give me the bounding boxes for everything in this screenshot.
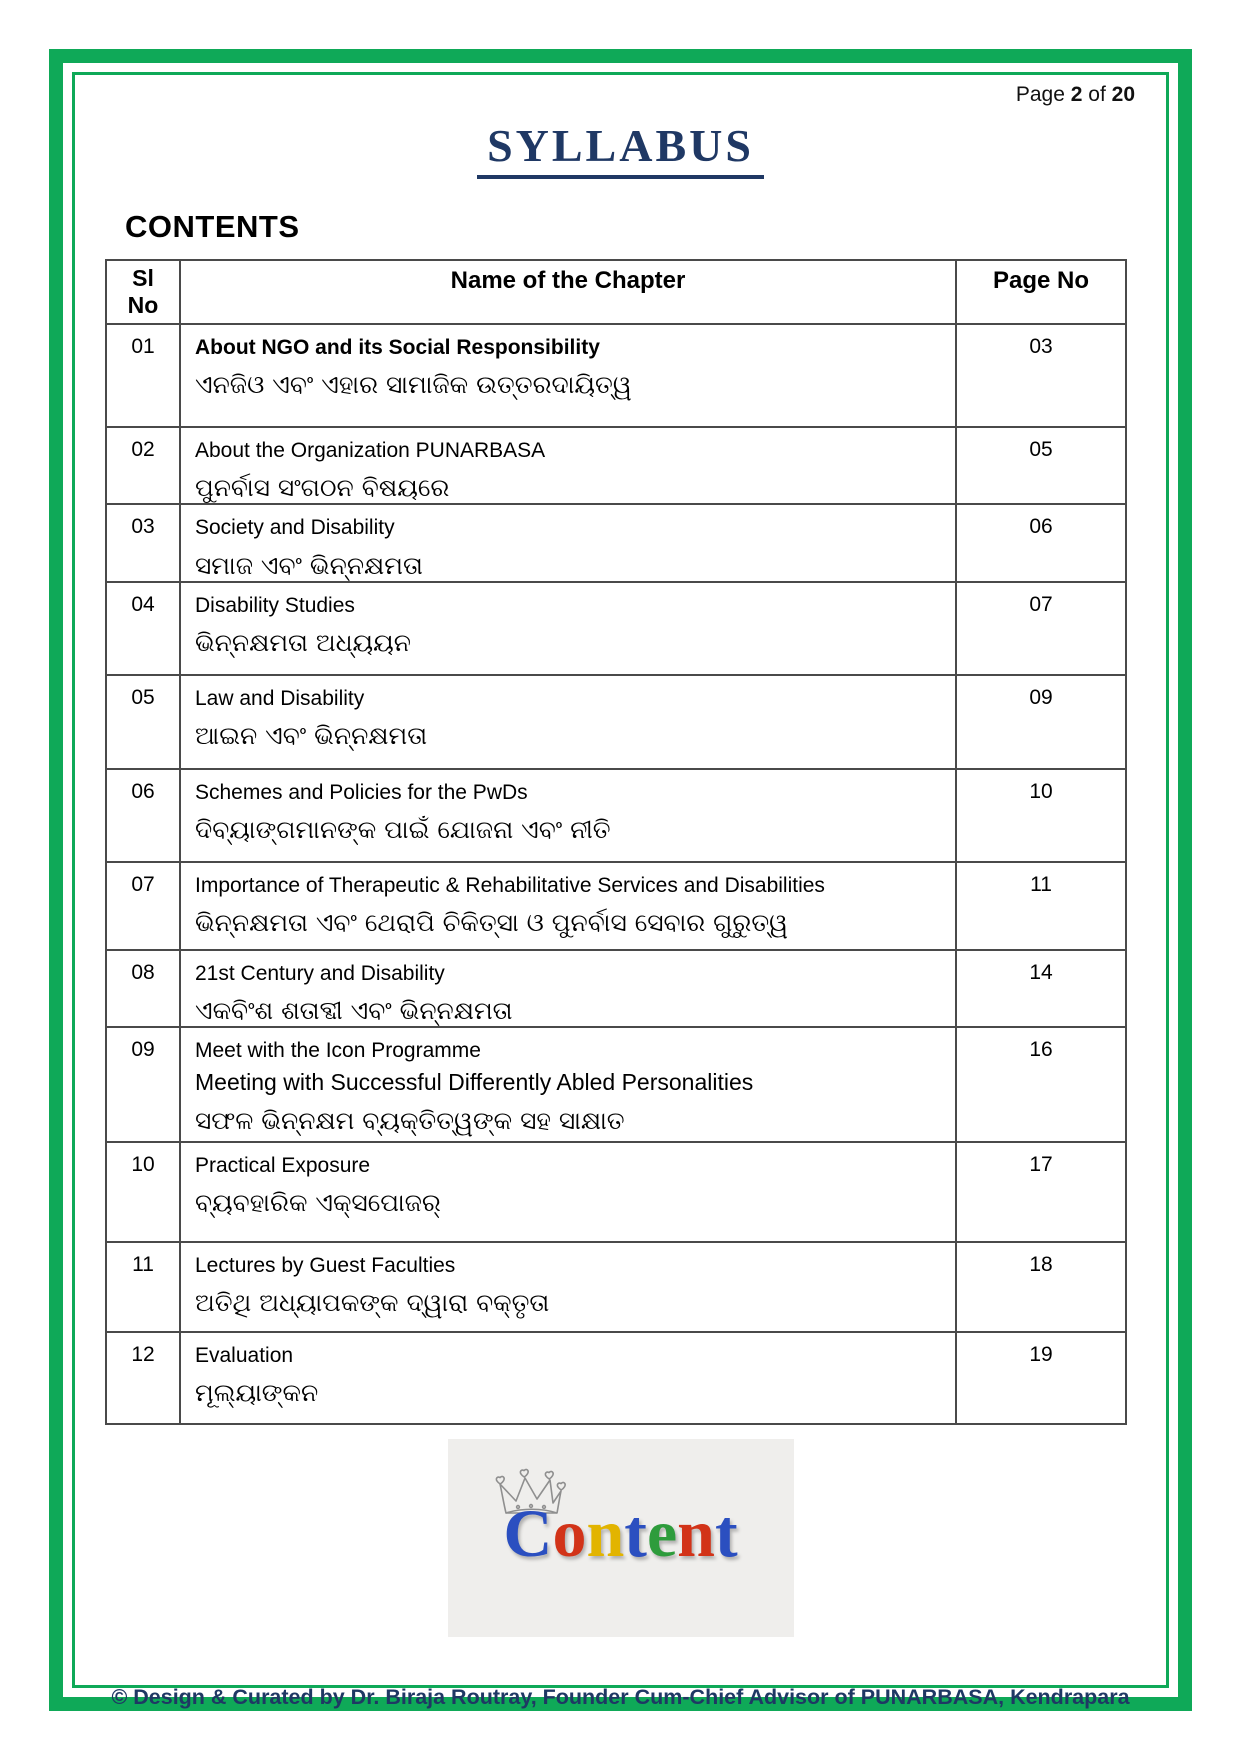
chapter-page-number: 18 bbox=[956, 1242, 1126, 1332]
chapter-cell bbox=[180, 1142, 956, 1242]
chapter-page-number: 06 bbox=[956, 504, 1126, 581]
chapter-cell bbox=[180, 324, 956, 427]
chapter-title: Importance of Therapeutic & Rehabilitative Services and Disabilities bbox=[195, 873, 825, 897]
chapter-cell bbox=[180, 769, 956, 862]
chapter-title: Schemes and Policies for the PwDs bbox=[195, 780, 528, 804]
contents-heading: CONTENTS bbox=[125, 209, 300, 244]
chapter-page-number: 11 bbox=[956, 862, 1126, 950]
chapter-odia-title: ଏନଜିଓ ଏବଂ ଏହାର ସାମାଜିକ ଉତ୍ତରଦାୟିତ୍ୱ bbox=[195, 370, 632, 400]
chapter-page-number: 03 bbox=[956, 324, 1126, 427]
chapter-cell bbox=[180, 1027, 956, 1142]
chapter-odia-title: ଭିନ୍ନକ୍ଷମତା ଅଧ୍ୟୟନ bbox=[195, 627, 411, 657]
chapter-odia-title: ସଫଳ ଭିନ୍ନକ୍ଷମ ବ୍ୟକ୍ତିତ୍ୱଙ୍କ ସହ ସାକ୍ଷାତ bbox=[195, 1105, 625, 1135]
chapter-number: 08 bbox=[106, 950, 180, 1027]
table-row bbox=[106, 504, 1126, 581]
chapter-cell bbox=[180, 504, 956, 581]
table-row bbox=[106, 862, 1126, 950]
col-header-chapter-name: Name of the Chapter bbox=[180, 260, 956, 324]
chapter-odia-title: ଆଇନ ଏବଂ ଭିନ୍ନକ୍ଷମତା bbox=[195, 720, 428, 750]
table-row bbox=[106, 769, 1126, 862]
content-logo bbox=[448, 1439, 794, 1637]
logo-letter: o bbox=[552, 1494, 587, 1571]
chapter-odia-title: ଏକବିଂଶ ଶତାବ୍ଦୀ ଏବଂ ଭିନ୍ନକ୍ଷମତା bbox=[195, 995, 513, 1025]
table-row bbox=[106, 1027, 1126, 1142]
chapter-page-number: 09 bbox=[956, 675, 1126, 769]
chapter-title: 21st Century and Disability bbox=[195, 961, 445, 985]
chapter-odia-title: ଭିନ୍ନକ୍ଷମତା ଏବଂ ଥେରାପି ଚିକିତ୍ସା ଓ ପୁନର୍ବାସ ସେବାର ଗୁରୁତ୍ୱ bbox=[195, 907, 789, 937]
col-header-sl-no: Sl No bbox=[106, 260, 180, 324]
chapter-title: Disability Studies bbox=[195, 593, 355, 617]
table-row bbox=[106, 427, 1126, 504]
chapter-odia-title: ସମାଜ ଏବଂ ଭିନ୍ନକ୍ଷମତା bbox=[195, 550, 423, 580]
chapter-number: 10 bbox=[106, 1142, 180, 1242]
chapter-odia-title: ଅତିଥି ଅଧ୍ୟାପକଙ୍କ ଦ୍ୱାରା ବକ୍ତୃତା bbox=[195, 1288, 550, 1318]
title-wrap bbox=[75, 120, 1166, 179]
logo-letter: t bbox=[624, 1494, 647, 1571]
chapter-page-number: 19 bbox=[956, 1332, 1126, 1424]
table-row bbox=[106, 1142, 1126, 1242]
table-row bbox=[106, 1242, 1126, 1332]
chapter-odia-title: ପୁନର୍ବାସ ସଂଗଠନ ବିଷୟରେ bbox=[195, 473, 450, 503]
chapter-number: 09 bbox=[106, 1027, 180, 1142]
chapter-number: 11 bbox=[106, 1242, 180, 1332]
table-row bbox=[106, 950, 1126, 1027]
table-header-row bbox=[106, 260, 1126, 324]
chapter-title: About NGO and its Social Responsibility bbox=[195, 336, 600, 359]
chapter-title: About the Organization PUNARBASA bbox=[195, 439, 546, 462]
chapter-number: 05 bbox=[106, 675, 180, 769]
chapter-cell bbox=[180, 1242, 956, 1332]
chapter-title: Society and Disability bbox=[195, 516, 395, 540]
logo-letter: n bbox=[586, 1494, 625, 1571]
chapter-cell bbox=[180, 862, 956, 950]
page-indicator-total: 20 bbox=[1111, 83, 1135, 106]
chapter-page-number: 14 bbox=[956, 950, 1126, 1027]
chapter-title: Practical Exposure bbox=[195, 1153, 371, 1177]
chapter-page-number: 10 bbox=[956, 769, 1126, 862]
page-indicator-number: 2 bbox=[1070, 83, 1083, 106]
chapter-number: 01 bbox=[106, 324, 180, 427]
chapter-subtitle: Meeting with Successful Differently Abled Personalities bbox=[195, 1069, 754, 1096]
chapter-cell bbox=[180, 950, 956, 1027]
chapter-odia-title: ମୂଲ୍ୟାଙ୍କନ bbox=[195, 1378, 319, 1408]
table-row bbox=[106, 1332, 1126, 1424]
table-row bbox=[106, 675, 1126, 769]
contents-table bbox=[105, 259, 1127, 1425]
logo-letter: C bbox=[503, 1494, 553, 1571]
content-logo-word bbox=[503, 1494, 738, 1571]
chapter-cell bbox=[180, 427, 956, 504]
chapter-page-number: 07 bbox=[956, 582, 1126, 675]
page-border-inner-rule bbox=[72, 72, 1169, 1709]
table-row bbox=[106, 582, 1126, 675]
logo-letter: e bbox=[646, 1494, 678, 1571]
page-indicator-of: of bbox=[1088, 83, 1106, 106]
chapter-number: 02 bbox=[106, 427, 180, 504]
chapter-cell bbox=[180, 582, 956, 675]
chapter-title: Evaluation bbox=[195, 1343, 294, 1367]
chapter-title: Law and Disability bbox=[195, 686, 365, 710]
chapter-number: 03 bbox=[106, 504, 180, 581]
chapter-title: Meet with the Icon Programme bbox=[195, 1038, 481, 1062]
page-title: SYLLABUS bbox=[477, 123, 764, 179]
page-border-frame bbox=[49, 49, 1192, 1711]
chapter-number: 12 bbox=[106, 1332, 180, 1424]
col-header-page-no: Page No bbox=[956, 260, 1126, 324]
logo-letter: t bbox=[714, 1494, 738, 1571]
chapter-odia-title: ଦିବ୍ୟାଙ୍ଗମାନଙ୍କ ପାଇଁ ଯୋଜନା ଏବଂ ନୀତି bbox=[195, 814, 611, 844]
chapter-title: Lectures by Guest Faculties bbox=[195, 1253, 456, 1277]
page-indicator-label: Page bbox=[1015, 83, 1065, 106]
table-row bbox=[106, 324, 1126, 427]
page-indicator bbox=[75, 83, 1135, 107]
chapter-page-number: 17 bbox=[956, 1142, 1126, 1242]
chapter-number: 07 bbox=[106, 862, 180, 950]
chapter-number: 04 bbox=[106, 582, 180, 675]
footer-credit: © Design & Curated by Dr. Biraja Routray, Founder Cum-Chief Advisor of PUNARBASA, Kendrapara bbox=[111, 1684, 1130, 1709]
chapter-page-number: 05 bbox=[956, 427, 1126, 504]
chapter-odia-title: ବ୍ୟବହାରିକ ଏକ୍ସପୋଜର୍ bbox=[195, 1188, 441, 1218]
chapter-cell bbox=[180, 675, 956, 769]
chapter-cell bbox=[180, 1332, 956, 1424]
contents-table-body bbox=[106, 324, 1126, 1424]
chapter-page-number: 16 bbox=[956, 1027, 1126, 1142]
chapter-number: 06 bbox=[106, 769, 180, 862]
logo-letter: n bbox=[677, 1494, 715, 1571]
page-content bbox=[75, 83, 1166, 1709]
